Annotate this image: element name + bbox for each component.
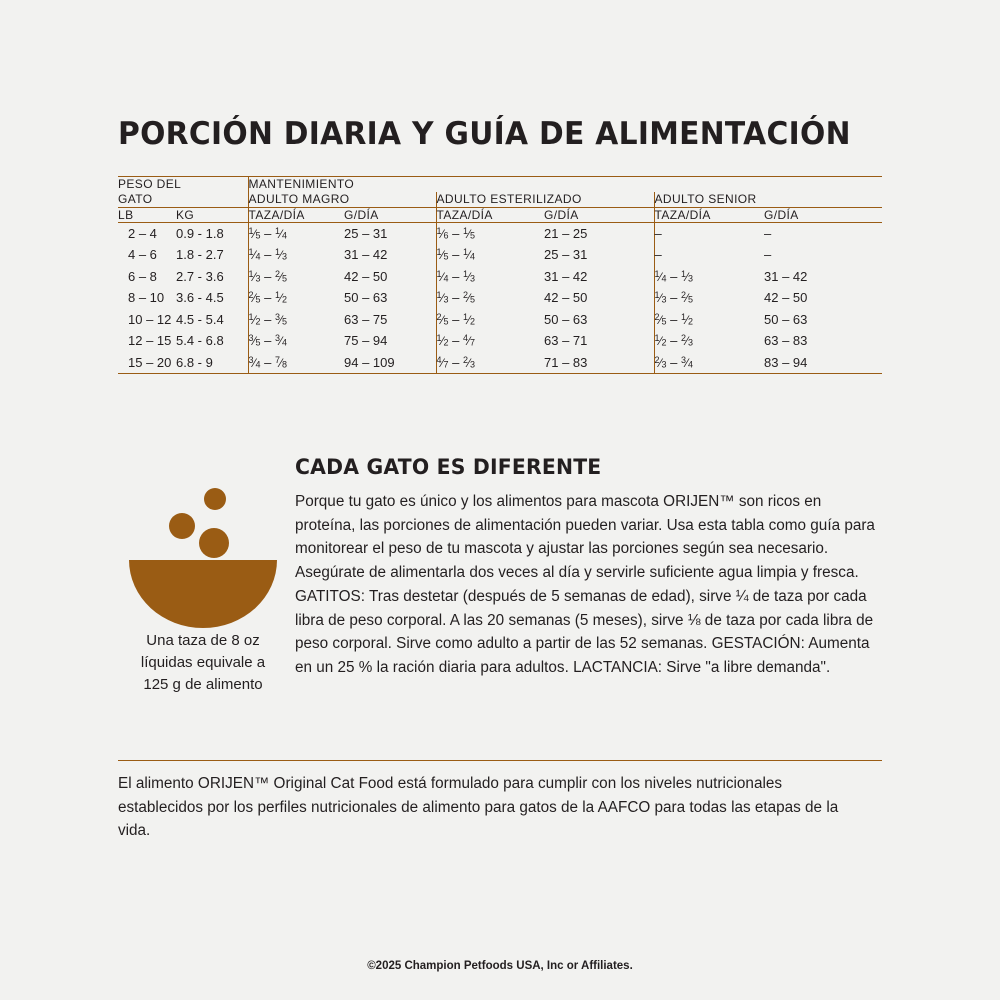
bowl-caption bbox=[118, 630, 288, 695]
table-row bbox=[118, 244, 882, 265]
cell-lean-cup: $^3⁄_4$ – $^7⁄_8$ bbox=[248, 352, 344, 374]
cell-kg: 1.8 - 2.7 bbox=[176, 247, 224, 263]
cell-sen-cup: $^1⁄_2$ – $^2⁄_3$ bbox=[654, 330, 764, 351]
cell-sen-cup: – bbox=[654, 223, 764, 245]
cell-ster-cup: $^4⁄_7$ – $^2⁄_3$ bbox=[436, 352, 544, 374]
feeding-table bbox=[118, 176, 882, 374]
section-heading: CADA GATO ES DIFERENTE bbox=[295, 455, 602, 479]
cell-kg: 2.7 - 3.6 bbox=[176, 268, 224, 284]
kibble-icon bbox=[169, 513, 195, 539]
cell-ster-g: 71 – 83 bbox=[544, 352, 654, 374]
cell-sen-g: 42 – 50 bbox=[764, 290, 808, 306]
cell-ster-cup: $^1⁄_5$ – $^1⁄_4$ bbox=[436, 244, 544, 265]
cell-lean-g: 31 – 42 bbox=[344, 247, 388, 263]
cell-ster-g: 50 – 63 bbox=[544, 311, 588, 327]
cell-lean-g: 94 – 109 bbox=[344, 352, 436, 374]
table-row bbox=[118, 352, 882, 374]
col-lean-adult: ADULTO MAGRO bbox=[248, 192, 436, 208]
col-sterilized-adult: ADULTO ESTERILIZADO bbox=[436, 192, 654, 208]
cell-ster-g: 21 – 25 bbox=[544, 226, 588, 241]
bowl-illustration-column bbox=[118, 475, 288, 695]
cell-sen-cup: $^1⁄_4$ – $^1⁄_3$ bbox=[654, 266, 764, 287]
cell-lean-cup: $^1⁄_3$ – $^2⁄_5$ bbox=[248, 266, 344, 287]
cell-lb: 8 – 10 bbox=[128, 290, 165, 306]
cell-lean-g: 50 – 63 bbox=[344, 290, 388, 306]
col-kg: KG bbox=[176, 208, 248, 223]
feeding-table-container bbox=[118, 176, 882, 374]
cell-lean-cup: $^3⁄_5$ – $^3⁄_4$ bbox=[248, 330, 344, 351]
cell-ster-g: 31 – 42 bbox=[544, 268, 588, 284]
cell-kg: 4.5 - 5.4 bbox=[176, 311, 224, 327]
cell-sen-cup: – bbox=[654, 244, 764, 265]
table-row bbox=[118, 330, 882, 351]
table-row bbox=[118, 287, 882, 308]
cell-ster-cup: $^1⁄_2$ – $^4⁄_7$ bbox=[436, 330, 544, 351]
cell-kg: 5.4 - 6.8 bbox=[176, 333, 224, 349]
bowl-shape bbox=[129, 560, 277, 628]
table-row bbox=[118, 309, 882, 330]
cell-sen-g: 50 – 63 bbox=[764, 311, 808, 327]
cell-sen-cup: $^1⁄_3$ – $^2⁄_5$ bbox=[654, 287, 764, 308]
cell-ster-g: 42 – 50 bbox=[544, 290, 588, 306]
col-ster-cup-day: TAZA/DÍA bbox=[436, 208, 544, 223]
bowl-caption-line3: 125 g de alimento bbox=[143, 675, 263, 693]
cell-ster-cup: $^1⁄_6$ – $^1⁄_5$ bbox=[436, 223, 544, 245]
page-title: PORCIÓN DIARIA Y GUÍA DE ALIMENTACIÓN bbox=[118, 116, 851, 152]
cell-ster-cup: $^1⁄_3$ – $^2⁄_5$ bbox=[436, 287, 544, 308]
cell-lb: 2 – 4 bbox=[128, 226, 157, 241]
maintenance-group-header: MANTENIMIENTO bbox=[248, 177, 882, 193]
cell-lb: 6 – 8 bbox=[128, 268, 157, 284]
weight-header-line2: GATO bbox=[118, 192, 153, 206]
cell-lean-cup: $^1⁄_2$ – $^3⁄_5$ bbox=[248, 309, 344, 330]
bowl-caption-line2: líquidas equivale a bbox=[140, 653, 266, 671]
col-lean-cup-day: TAZA/DÍA bbox=[248, 208, 344, 223]
cell-lean-g: 25 – 31 bbox=[344, 226, 388, 241]
cell-lean-cup: $^1⁄_5$ – $^1⁄_4$ bbox=[248, 223, 344, 245]
footer-divider bbox=[118, 760, 882, 761]
cell-kg: 0.9 - 1.8 bbox=[176, 226, 224, 241]
col-lb: LB bbox=[118, 208, 176, 223]
table-header-group-row bbox=[118, 177, 882, 193]
cell-lb: 12 – 15 bbox=[128, 333, 172, 349]
kibble-icon bbox=[204, 488, 226, 510]
table-row bbox=[118, 223, 882, 245]
cell-lb: 10 – 12 bbox=[128, 311, 172, 327]
col-sen-g-day: G/DÍA bbox=[764, 208, 882, 223]
copyright-text: ©2025 Champion Petfoods USA, Inc or Affiliates. bbox=[367, 960, 633, 972]
cell-lb: 15 – 20 bbox=[118, 352, 176, 374]
col-senior-adult: ADULTO SENIOR bbox=[654, 192, 882, 208]
section-paragraph-1: Porque tu gato es único y los alimentos para mascota ORIJEN™ son ricos en proteína, las porciones de alimentación pueden variar. Usa esta tabla como guía para monitorear el peso de tu mascota y ajustar las porciones según sea necesario. Asegúrate de alimentarla dos veces al día y servirle suficiente agua limpia y fresca. bbox=[295, 493, 875, 581]
section-text-column bbox=[295, 455, 882, 679]
cell-lean-g: 75 – 94 bbox=[344, 333, 388, 349]
section-body bbox=[295, 490, 882, 679]
cell-sen-g: – bbox=[764, 247, 772, 263]
col-sen-cup-day: TAZA/DÍA bbox=[654, 208, 764, 223]
aafco-statement: El alimento ORIJEN™ Original Cat Food está formulado para cumplir con los niveles nutricionales establecidos por los perfiles nutricionales de alimento para gatos de la AAFCO para todas las etapas de la vida. bbox=[118, 775, 839, 840]
bowl-caption-line1: Una taza de 8 oz bbox=[146, 632, 260, 649]
cell-ster-cup: $^2⁄_5$ – $^1⁄_2$ bbox=[436, 309, 544, 330]
cell-sen-cup: $^2⁄_5$ – $^1⁄_2$ bbox=[654, 309, 764, 330]
weight-header-line1: PESO DEL bbox=[118, 177, 182, 191]
cell-lean-cup: $^2⁄_5$ – $^1⁄_2$ bbox=[248, 287, 344, 308]
cell-lean-g: 63 – 75 bbox=[344, 311, 388, 327]
cell-sen-g: 63 – 83 bbox=[764, 333, 808, 349]
cell-lean-g: 42 – 50 bbox=[344, 268, 388, 284]
col-ster-g-day: G/DÍA bbox=[544, 208, 654, 223]
section-paragraph-2: GATITOS: Tras destetar (después de 5 semanas de edad), sirve ¼ de taza por cada libra de peso corporal. A las 20 semanas (5 meses), sirve ⅛ de taza por cada libra de peso corporal. Sirve como adulto a partir de las 52 semanas. GESTACIÓN: Aumenta en un 25 % la ración diaria para adultos. LACTANCIA: Sirve "a libre demanda". bbox=[295, 588, 874, 676]
cell-sen-g: – bbox=[764, 226, 772, 241]
cell-kg: 3.6 - 4.5 bbox=[176, 290, 224, 306]
food-bowl-icon bbox=[123, 475, 283, 620]
cell-ster-cup: $^1⁄_4$ – $^1⁄_3$ bbox=[436, 266, 544, 287]
col-lean-g-day: G/DÍA bbox=[344, 208, 436, 223]
cell-sen-g: 83 – 94 bbox=[764, 352, 882, 374]
kibble-icon bbox=[199, 528, 229, 558]
weight-header-cell bbox=[118, 177, 248, 208]
cell-kg: 6.8 - 9 bbox=[176, 352, 248, 374]
cell-lb: 4 – 6 bbox=[128, 247, 157, 263]
table-header-units-row bbox=[118, 208, 882, 223]
cell-ster-g: 25 – 31 bbox=[544, 247, 588, 263]
cell-ster-g: 63 – 71 bbox=[544, 333, 588, 349]
table-row bbox=[118, 266, 882, 287]
cell-lean-cup: $^1⁄_4$ – $^1⁄_3$ bbox=[248, 244, 344, 265]
cell-sen-g: 31 – 42 bbox=[764, 268, 808, 284]
cell-sen-cup: $^2⁄_3$ – $^3⁄_4$ bbox=[654, 352, 764, 374]
